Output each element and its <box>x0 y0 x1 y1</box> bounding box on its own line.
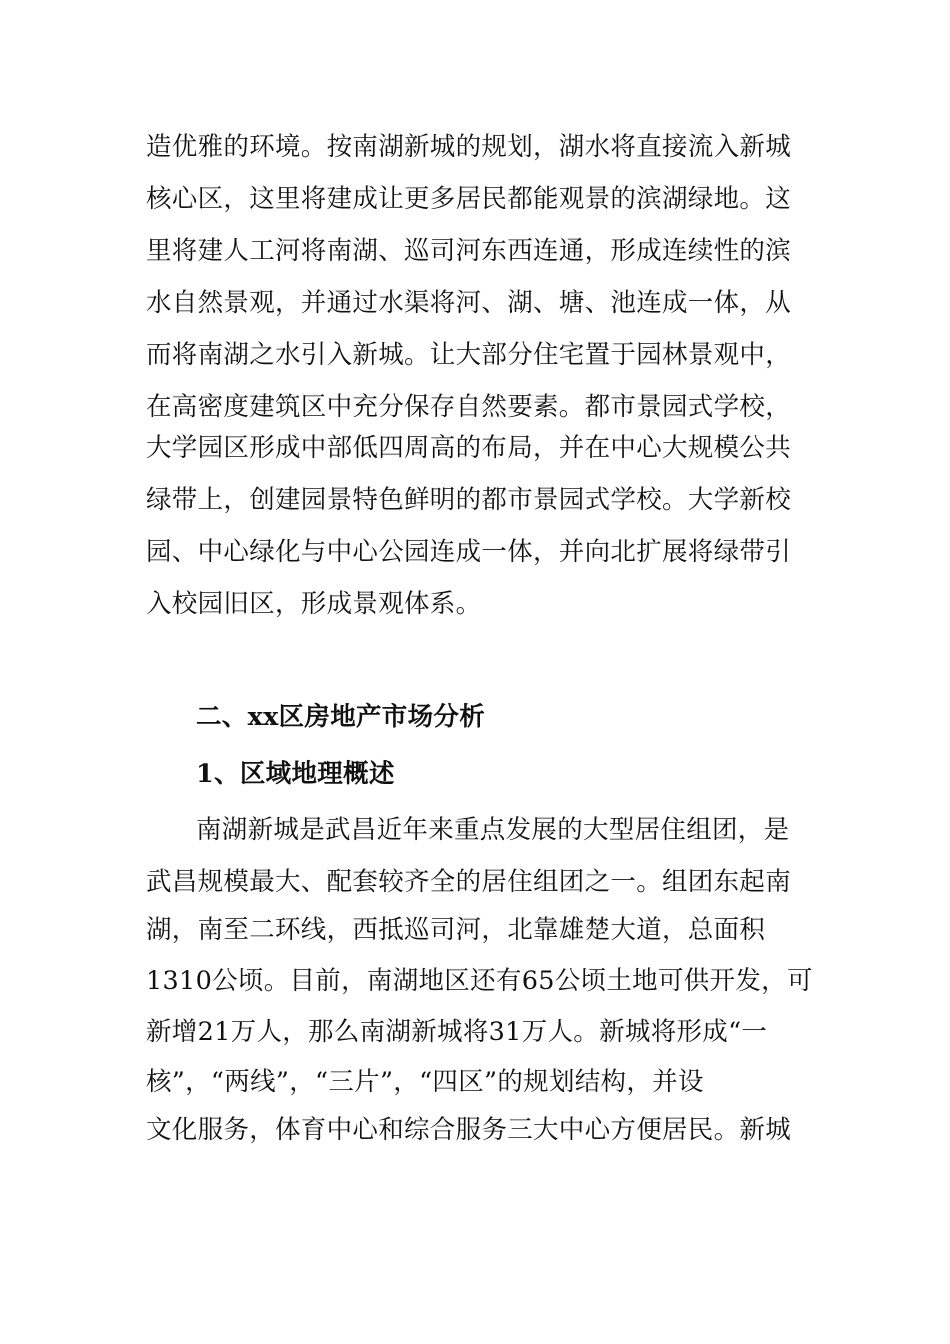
subsection-heading: 1、区域地理概述 <box>196 759 395 789</box>
text-line: 造优雅的环境。按南湖新城的规划，湖水将直接流入新城 <box>146 132 792 162</box>
text-line: 绿带上，创建园景特色鲜明的都市景园式学校。大学新校 <box>146 485 792 515</box>
text-line: 南湖新城是武昌近年来重点发展的大型居住组团，是 <box>196 815 790 845</box>
text-line: 入校园旧区，形成景观体系。 <box>146 589 482 619</box>
text-line: 园、中心绿化与中心公园连成一体，并向北扩展将绿带引 <box>146 537 792 567</box>
text-line: 核心区，这里将建成让更多居民都能观景的滨湖绿地。这 <box>146 184 792 214</box>
text-line: 大学园区形成中部低四周高的布局，并在中心大规模公共 <box>146 433 792 463</box>
text-line: 湖，南至二环线，西抵巡司河，北靠雄楚大道，总面积 <box>146 915 766 945</box>
text-line: 武昌规模最大、配套较齐全的居住组团之一。组团东起南 <box>146 867 792 897</box>
text-line: 1310公顷。目前，南湖地区还有65公顷土地可供开发，可 <box>146 966 813 996</box>
text-line: 文化服务，体育中心和综合服务三大中心方便居民。新城 <box>146 1115 792 1145</box>
section-heading: 二、xx区房地产市场分析 <box>196 702 486 732</box>
text-line: 在高密度建筑区中充分保存自然要素。都市景园式学校， <box>146 392 792 422</box>
text-line: 水自然景观，并通过水渠将河、湖、塘、池连成一体，从 <box>146 288 792 318</box>
text-line: 核”，“两线”，“三片”，“四区”的规划结构，并设 <box>146 1067 704 1097</box>
text-line: 而将南湖之水引入新城。让大部分住宅置于园林景观中， <box>146 340 792 370</box>
text-line: 里将建人工河将南湖、巡司河东西连通，形成连续性的滨 <box>146 236 792 266</box>
text-line: 新增21万人，那么南湖新城将31万人。新城将形成“一 <box>146 1017 768 1047</box>
